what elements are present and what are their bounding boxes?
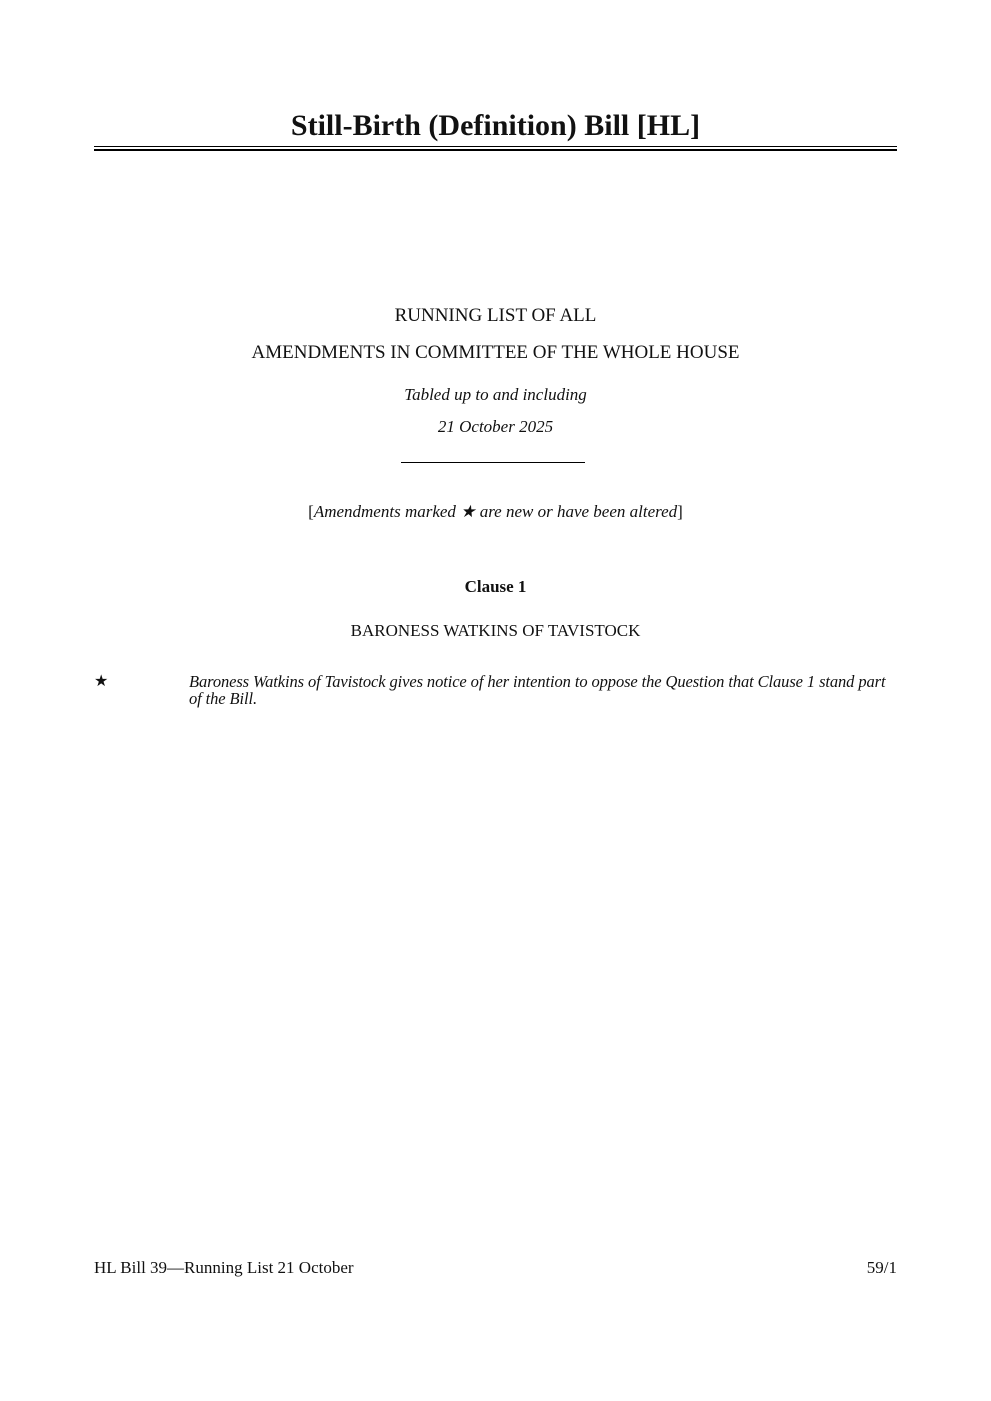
note-suffix: are new or have been altered	[475, 502, 678, 521]
bill-title: Still-Birth (Definition) Bill [HL]	[290, 109, 701, 142]
note-prefix: Amendments marked	[313, 502, 461, 521]
tabled-label: Tabled up to and including	[404, 385, 587, 404]
list-heading-line1: RUNNING LIST OF ALL	[394, 305, 597, 326]
star-icon: ★	[94, 671, 109, 690]
footer-page-number: 59/1	[866, 1258, 897, 1277]
list-heading-line2: AMENDMENTS IN COMMITTEE OF THE WHOLE HOUSE	[251, 342, 740, 363]
clause-heading: Clause 1	[464, 577, 527, 596]
note-close-bracket: ]	[677, 502, 683, 521]
amendments-note	[94, 501, 897, 523]
footer-bill-reference: HL Bill 39—Running List 21 October	[94, 1258, 354, 1277]
note-open-bracket: [	[308, 502, 314, 521]
star-icon: ★	[460, 502, 476, 521]
tabled-date: 21 October 2025	[437, 417, 554, 436]
section-divider	[401, 462, 585, 463]
amendment-text: Baroness Watkins of Tavistock gives notice of her intention to oppose the Question that Clause 1 stand part of the Bill.	[189, 672, 886, 708]
title-rule-thin	[94, 146, 897, 147]
member-name: BARONESS WATKINS OF TAVISTOCK	[350, 621, 641, 640]
title-rule-thick	[94, 149, 897, 151]
